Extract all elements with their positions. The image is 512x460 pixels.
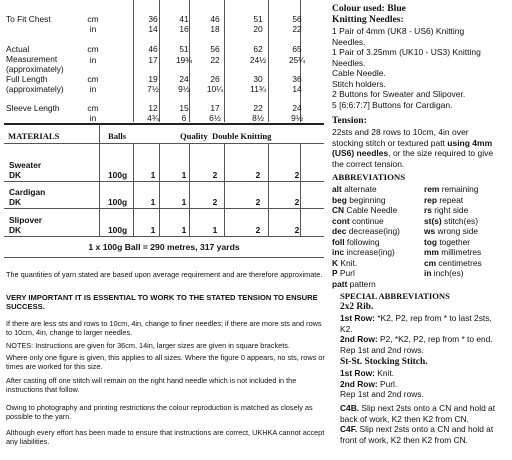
- size-row-label: (approximately): [6, 84, 64, 94]
- stocking-stitch-heading: St-St. Stocking Stitch.: [340, 357, 428, 367]
- abbreviation-row: beg beginning rep repeat: [332, 194, 464, 205]
- size-value: 17: [148, 55, 158, 65]
- ball-count: 1: [181, 197, 187, 207]
- size-value: 51: [253, 14, 263, 24]
- ball-count: 1: [181, 225, 187, 235]
- size-value: 14: [148, 24, 158, 34]
- ball-count: 2: [255, 170, 261, 180]
- size-row-label: Full Length: [6, 74, 48, 84]
- table-divider: [99, 124, 100, 236]
- note-paragraph: Although every effort has been made to ensure that instructions are correct, UKHKA cannot accept any liabilities.: [6, 428, 325, 447]
- note-paragraph: NOTES: Instructions are given for 36cm, 14in, larger sizes are given in square brackets.: [6, 341, 290, 350]
- abbreviations-heading: ABBREVIATIONS: [332, 172, 406, 182]
- yarn-name: Sweater: [9, 160, 42, 170]
- tension-heading: Tension:: [332, 115, 367, 126]
- ball-count: 2: [255, 197, 261, 207]
- size-value: 36: [292, 74, 302, 84]
- size-value: 51: [179, 44, 189, 54]
- tension-line: 22sts and 28 rows to 10cm, 4in over: [332, 127, 469, 137]
- ball-count: 1: [212, 225, 218, 235]
- ball-count: 2: [212, 197, 218, 207]
- size-value: 8½: [252, 113, 264, 123]
- table-divider: [268, 143, 269, 236]
- table-rule: [4, 143, 324, 144]
- size-value: 19: [148, 74, 158, 84]
- yarn-name: Cardigan: [9, 187, 46, 197]
- abbreviation-row: P Purl in inch(es): [332, 268, 464, 278]
- yarn-name: Slipover: [9, 215, 43, 225]
- instruction-line: Rep 1st and 2nd rows.: [340, 344, 424, 355]
- size-value: 65: [292, 44, 302, 54]
- size-value: 22: [292, 24, 302, 34]
- tension-line: (US6) needles, or the size required to give: [332, 148, 494, 158]
- needles-line: 5 [6:6:7:7] Buttons for Cardigan.: [332, 99, 453, 110]
- abbreviation-row: K Knit. cm centimetres: [332, 257, 482, 268]
- needles-line: Needles.: [332, 57, 366, 68]
- abbreviation-row: alt alternate rem remaining: [332, 184, 479, 194]
- needles-line: Cable Needle.: [332, 68, 386, 78]
- instruction-line: 1st Row: *K2, P2, rep from * to last 2sts,: [340, 313, 492, 323]
- note-paragraph: VERY IMPORTANT IT IS ESSENTIAL TO WORK TO THE STATED TENSION TO ENSURE SUCCESS.: [6, 293, 318, 312]
- needles-line: 1 Pair of 4mm (UK8 - US6) Knitting: [332, 26, 465, 36]
- note-paragraph: The quantities of yarn stated are based upon average requirement and are therefore approximate.: [6, 270, 323, 279]
- table-divider: [189, 143, 190, 236]
- size-value: 20: [253, 24, 263, 34]
- size-row-label: Sleeve Length: [6, 103, 60, 113]
- needles-line: 2 Buttons for Sweater and Slipover.: [332, 89, 466, 99]
- table-divider: [133, 143, 134, 236]
- size-value: 62: [253, 44, 263, 54]
- size-value: 46: [148, 44, 158, 54]
- instruction-line: 2nd Row: Purl.: [340, 378, 398, 389]
- ball-count: 2: [294, 170, 300, 180]
- unit-label: in: [89, 24, 97, 34]
- size-value: 56: [210, 44, 220, 54]
- instruction-line: Rep 1st and 2nd rows.: [340, 389, 424, 399]
- size-value: 16: [179, 24, 189, 34]
- instruction-line: back of work, K2 then K2 from CN.: [340, 413, 469, 424]
- size-row-label: (approximately): [6, 64, 64, 74]
- size-value: 22: [210, 55, 220, 65]
- table-rule: [4, 208, 324, 209]
- ball-count: 2: [294, 197, 300, 207]
- size-row-label: Measurement: [6, 54, 58, 64]
- instruction-line: 2nd Row: P2, *K2, P2, rep from * to end.: [340, 334, 493, 344]
- yarn-weight: 100g: [108, 225, 128, 235]
- note-paragraph: Owing to photography and printing restrictions the colour reproduction is matched as closely as possible to the yarn.: [6, 403, 313, 422]
- special-abbreviations-heading: SPECIAL ABBREVIATIONS: [340, 291, 450, 301]
- yarn-weight: 100g: [108, 170, 128, 180]
- size-value: 18: [210, 24, 220, 34]
- ball-count: 2: [212, 170, 218, 180]
- note-paragraph: After casting off one stitch will remain on the right hand needle which is not included in the instructions that follow.: [6, 376, 297, 395]
- ball-length-note: 1 x 100g Ball = 290 metres, 317 yards: [88, 242, 240, 252]
- table-rule: [4, 236, 324, 237]
- size-value: 6: [181, 113, 187, 123]
- abbreviation-row: dec decrease(ing) ws wrong side: [332, 226, 479, 236]
- quality-heading: Quality Double Knitting: [180, 131, 272, 141]
- size-value: 25¼: [288, 55, 306, 65]
- ball-count: 1: [150, 170, 156, 180]
- table-divider: [224, 143, 225, 236]
- ball-count: 2: [255, 225, 261, 235]
- instruction-line: C4F. Slip next 2sts onto a CN and hold at: [340, 424, 494, 434]
- abbreviation-row: inc increase(ing) mm millimetres: [332, 247, 482, 257]
- size-value: 17: [210, 103, 220, 113]
- note-paragraph: Where only one figure is given, this applies to all sizes. Where the figure 0 appears, no sts, rows or times are worked for this size.: [6, 353, 325, 372]
- note-paragraph: If there are less sts and rows to 10cm, 4in, change to finer needles; if there are more sts and rows to 10cm, 4in, change to larger needles.: [6, 319, 322, 338]
- abbreviation-row: patt pattern: [332, 278, 376, 289]
- table-rule: [4, 257, 324, 258]
- size-value: 24: [179, 74, 189, 84]
- instruction-line: K2.: [340, 323, 353, 334]
- size-value: 9½: [178, 84, 190, 94]
- size-value: 14: [292, 84, 302, 94]
- size-row-label: To Fit Chest: [6, 14, 51, 24]
- size-value: 56: [292, 14, 302, 24]
- abbreviation-row: foll following tog together: [332, 236, 471, 247]
- tension-line: the correct tension.: [332, 158, 405, 169]
- table-divider: [133, 0, 134, 122]
- materials-heading: MATERIALS: [8, 131, 60, 141]
- size-value: 36: [148, 14, 158, 24]
- unit-label: in: [89, 113, 97, 123]
- size-value: 26: [210, 74, 220, 84]
- abbreviation-row: cont continue st(s) stitch(es): [332, 215, 478, 226]
- size-value: 12: [148, 103, 158, 113]
- size-value: 24: [292, 103, 302, 113]
- size-value: 10¼: [206, 84, 224, 94]
- yarn-type: DK: [9, 225, 22, 235]
- needles-line: 1 Pair of 3.25mm (UK10 - US3) Knitting: [332, 47, 481, 57]
- yarn-type: DK: [9, 197, 22, 207]
- yarn-weight: 100g: [108, 197, 128, 207]
- table-divider: [300, 143, 301, 236]
- instruction-line: front of work, K2 then K2 from CN.: [340, 434, 469, 445]
- needles-line: Stitch holders.: [332, 78, 386, 89]
- size-value: 22: [253, 103, 263, 113]
- size-row-label: Actual: [6, 44, 30, 54]
- size-value: 7½: [147, 84, 159, 94]
- unit-label: cm: [87, 103, 99, 113]
- size-value: 9½: [291, 113, 303, 123]
- size-value: 15: [179, 103, 189, 113]
- ball-count: 1: [181, 170, 187, 180]
- rib-heading: 2x2 Rib.: [340, 302, 374, 312]
- size-value: 41: [179, 14, 189, 24]
- needles-heading: Knitting Needles:: [332, 14, 404, 25]
- size-value: 46: [210, 14, 220, 24]
- size-value: 4¾: [147, 113, 159, 123]
- size-value: 24½: [249, 55, 267, 65]
- size-value: 30: [253, 74, 263, 84]
- tension-line: stocking stitch or textured patt using 4mm: [332, 137, 493, 148]
- unit-label: cm: [87, 14, 99, 24]
- table-divider: [159, 143, 160, 236]
- ball-count: 2: [294, 225, 300, 235]
- unit-label: cm: [87, 74, 99, 84]
- abbreviation-row: CN Cable Needle rs right side: [332, 205, 469, 215]
- balls-heading: Balls: [108, 131, 127, 141]
- ball-count: 1: [150, 197, 156, 207]
- unit-label: in: [89, 55, 97, 65]
- size-value: 6½: [209, 113, 221, 123]
- table-rule: [4, 181, 324, 182]
- instruction-line: 1st Row: Knit.: [340, 368, 394, 378]
- unit-label: in: [89, 84, 97, 94]
- table-rule: [4, 123, 324, 125]
- size-value: 11¾: [250, 84, 266, 94]
- colour-heading: Colour used: Blue: [332, 3, 406, 14]
- yarn-type: DK: [9, 170, 22, 180]
- size-value: 19¾: [175, 55, 193, 65]
- needles-line: Needles.: [332, 36, 366, 47]
- ball-count: 1: [150, 225, 156, 235]
- unit-label: cm: [87, 44, 99, 54]
- instruction-line: C4B. Slip next 2sts onto a CN and hold at: [340, 403, 496, 413]
